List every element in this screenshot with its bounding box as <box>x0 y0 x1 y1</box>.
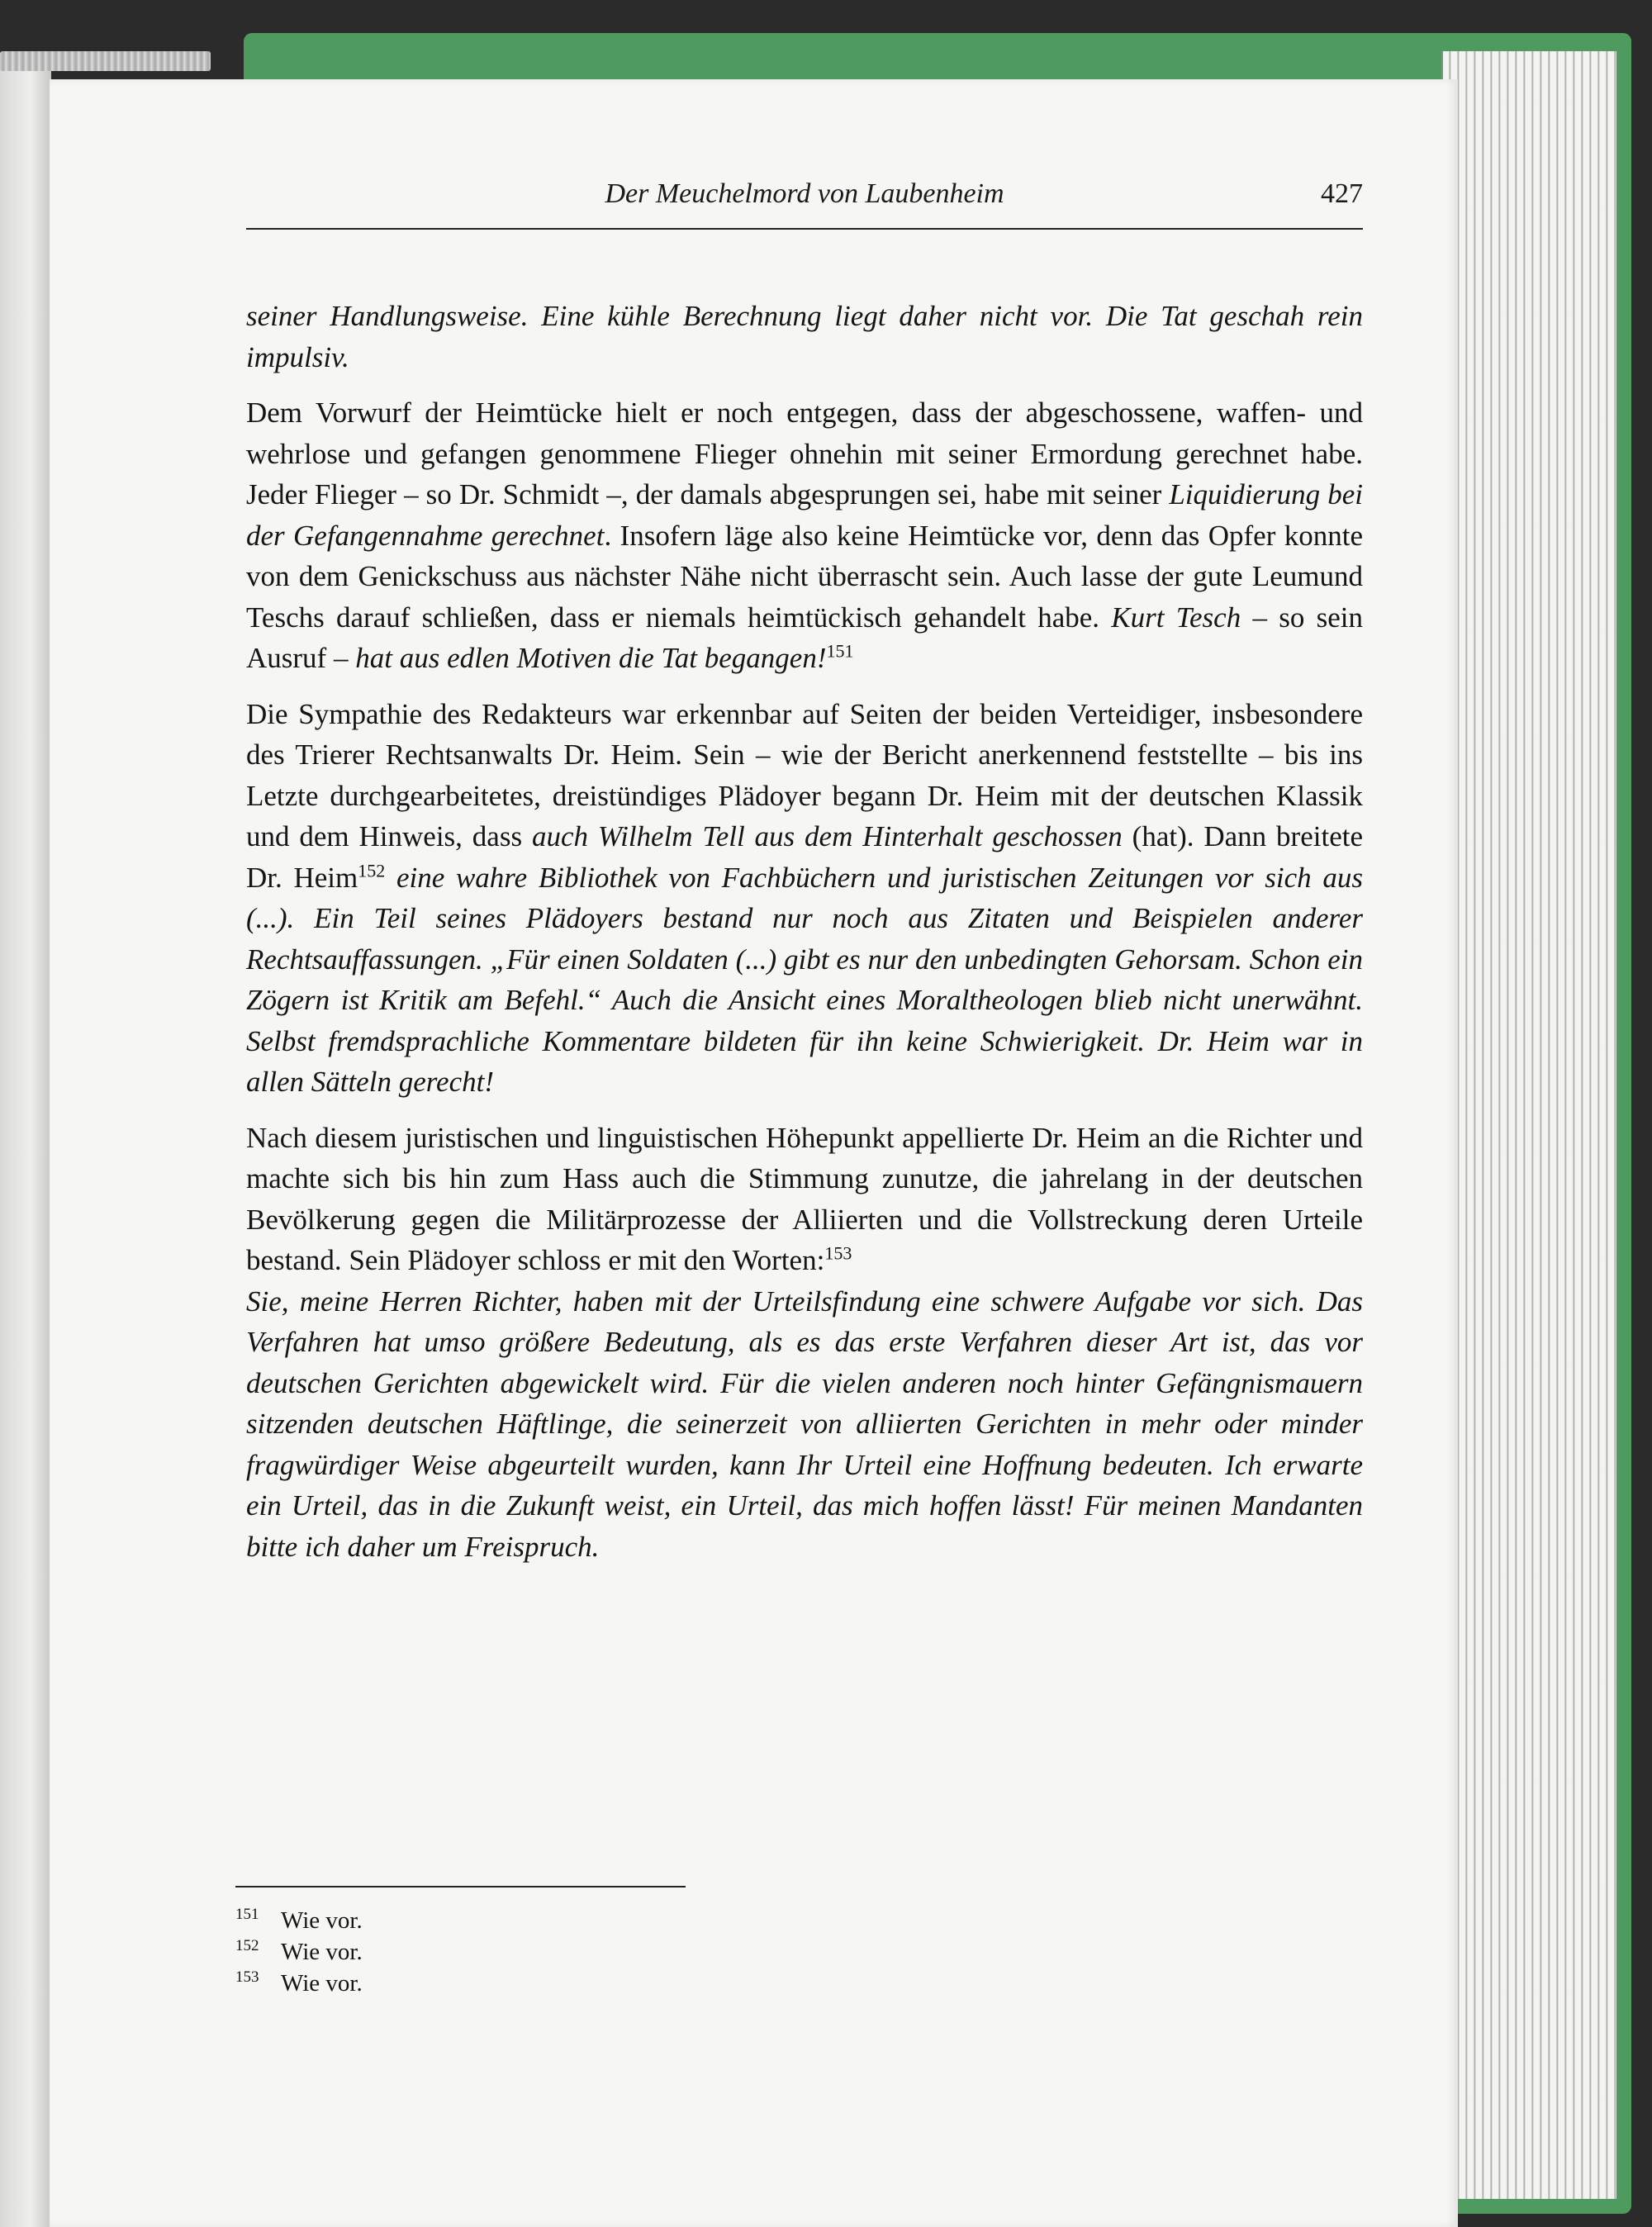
paragraph <box>246 392 1363 679</box>
footnote-rule <box>235 1886 686 1887</box>
text-run: eine wahre Bibliothek von Fachbüchern und juristischen Zeitungen vor sich aus (...). Ein Teil seines Plädoyers bestand nur noch aus Zitaten und Beispielen anderer Rechtsauffassungen. „Für einen Soldaten (...) gibt es nur den unbedingten Gehorsam. Schon ein Zögern ist Kritik am Befehl.“ Auch die Ansicht eines Moraltheologen blieb nicht unerwähnt. Selbst fremdsprachliche Kommentare bildeten für ihn keine Schwierigkeit. Dr. Heim war in allen Sätteln gerecht! <box>246 861 1364 1098</box>
footnote-ref: 153 <box>824 1242 852 1264</box>
text-run: Kurt Tesch <box>1111 601 1241 634</box>
text-run: – so sein Ausruf – <box>246 601 1364 674</box>
footnote-number: 153 <box>235 1968 259 1986</box>
footnote <box>235 1905 979 1936</box>
body-text <box>246 296 1363 1567</box>
page-edges <box>1441 51 1616 2199</box>
bookmark-ribbon <box>0 51 211 71</box>
text-run: Die Sympathie des Redakteurs war erkennbar auf Seiten der beiden Verteidiger, insbesondere des Trierer Rechtsanwalts Dr. Heim. Sein – wie der Bericht anerkennend feststellte – bis ins Letzte durchgearbeitetes, dreistündiges Plädoyer begann Dr. Heim mit der deutschen Klassik und dem Hinweis, dass <box>246 697 1363 852</box>
text-run: Dem Vorwurf der Heimtücke hielt er noch entgegen, dass der abgeschossene, waffen- und wehrlose und gefangen genommene Flieger ohnehin mit seiner Ermordung gerechnet habe. Jeder Flieger – so Dr. Schmidt –, der damals abgesprungen sei, habe mit seiner <box>246 396 1363 510</box>
footnote-number: 152 <box>235 1937 259 1954</box>
paragraph <box>246 1281 1363 1568</box>
text-run: Nach diesem juristischen und linguistischen Höhepunkt appellierte Dr. Heim an die Richter und machte sich bis hin zum Hass auch die Stimmung zunutze, die jahrelang in der deutschen Bevölkerung gegen die Militärprozesse der Alliierten und die Vollstreckung deren Urteile bestand. Sein Plädoyer schloss er mit den Worten: <box>246 1121 1363 1276</box>
footnote <box>235 1968 979 1999</box>
paragraph <box>246 694 1363 1103</box>
paragraph <box>246 296 1363 377</box>
footnote-text: Wie vor. <box>281 1970 363 1997</box>
book-page <box>50 79 1458 2227</box>
footnote <box>235 1936 979 1968</box>
footnote-ref: 152 <box>358 859 386 881</box>
text-run: (hat). Dann breitete Dr. Heim <box>246 820 1363 894</box>
text-run: auch Wilhelm Tell aus dem Hinterhalt geschossen <box>531 820 1123 852</box>
page-number: 427 <box>1321 178 1363 209</box>
running-head <box>246 178 1363 230</box>
facing-page <box>0 66 51 2227</box>
text-run: Liquidierung bei der Gefangennahme gerechnet <box>246 478 1363 552</box>
text-run: hat aus edlen Motiven die Tat begangen! <box>355 642 827 674</box>
footnote-ref: 151 <box>826 640 854 662</box>
text-run: . Insofern läge also keine Heimtücke vor, denn das Opfer konnte von dem Genickschuss aus nächster Nähe nicht überrascht sein. Auch lasse der gute Leumund Teschs darauf schließen, dass er niemals heimtückisch gehandelt habe. <box>246 519 1363 634</box>
text-run: Sie, meine Herren Richter, haben mit der Urteilsfindung eine schwere Aufgabe vor sich. Das Verfahren hat umso größere Bedeutung, als es das erste Verfahren dieser Art ist, das vor deutschen Gerichten abgewickelt wird. Für die vielen anderen noch hinter Gefängnismauern sitzenden deutschen Häftlinge, die seinerzeit von alliierten Gerichten in mehr oder minder fragwürdiger Weise abgeurteilt wurden, kann Ihr Urteil eine Hoffnung bedeuten. Ich erwarte ein Urteil, das in die Zukunft weist, ein Urteil, das mich hoffen lässt! Für meinen Mandanten bitte ich daher um Freispruch. <box>246 1284 1363 1563</box>
running-title: Der Meuchelmord von Laubenheim <box>605 178 1004 209</box>
footnote-text: Wie vor. <box>281 1907 363 1934</box>
text-run: seiner Handlungsweise. Eine kühle Berechnung liegt daher nicht vor. Die Tat geschah rein impulsiv. <box>246 300 1363 373</box>
footnote-text: Wie vor. <box>281 1939 363 1965</box>
footnotes <box>235 1905 979 1999</box>
text-run <box>385 862 396 894</box>
footnote-number: 151 <box>235 1906 259 1923</box>
paragraph <box>246 1118 1363 1281</box>
